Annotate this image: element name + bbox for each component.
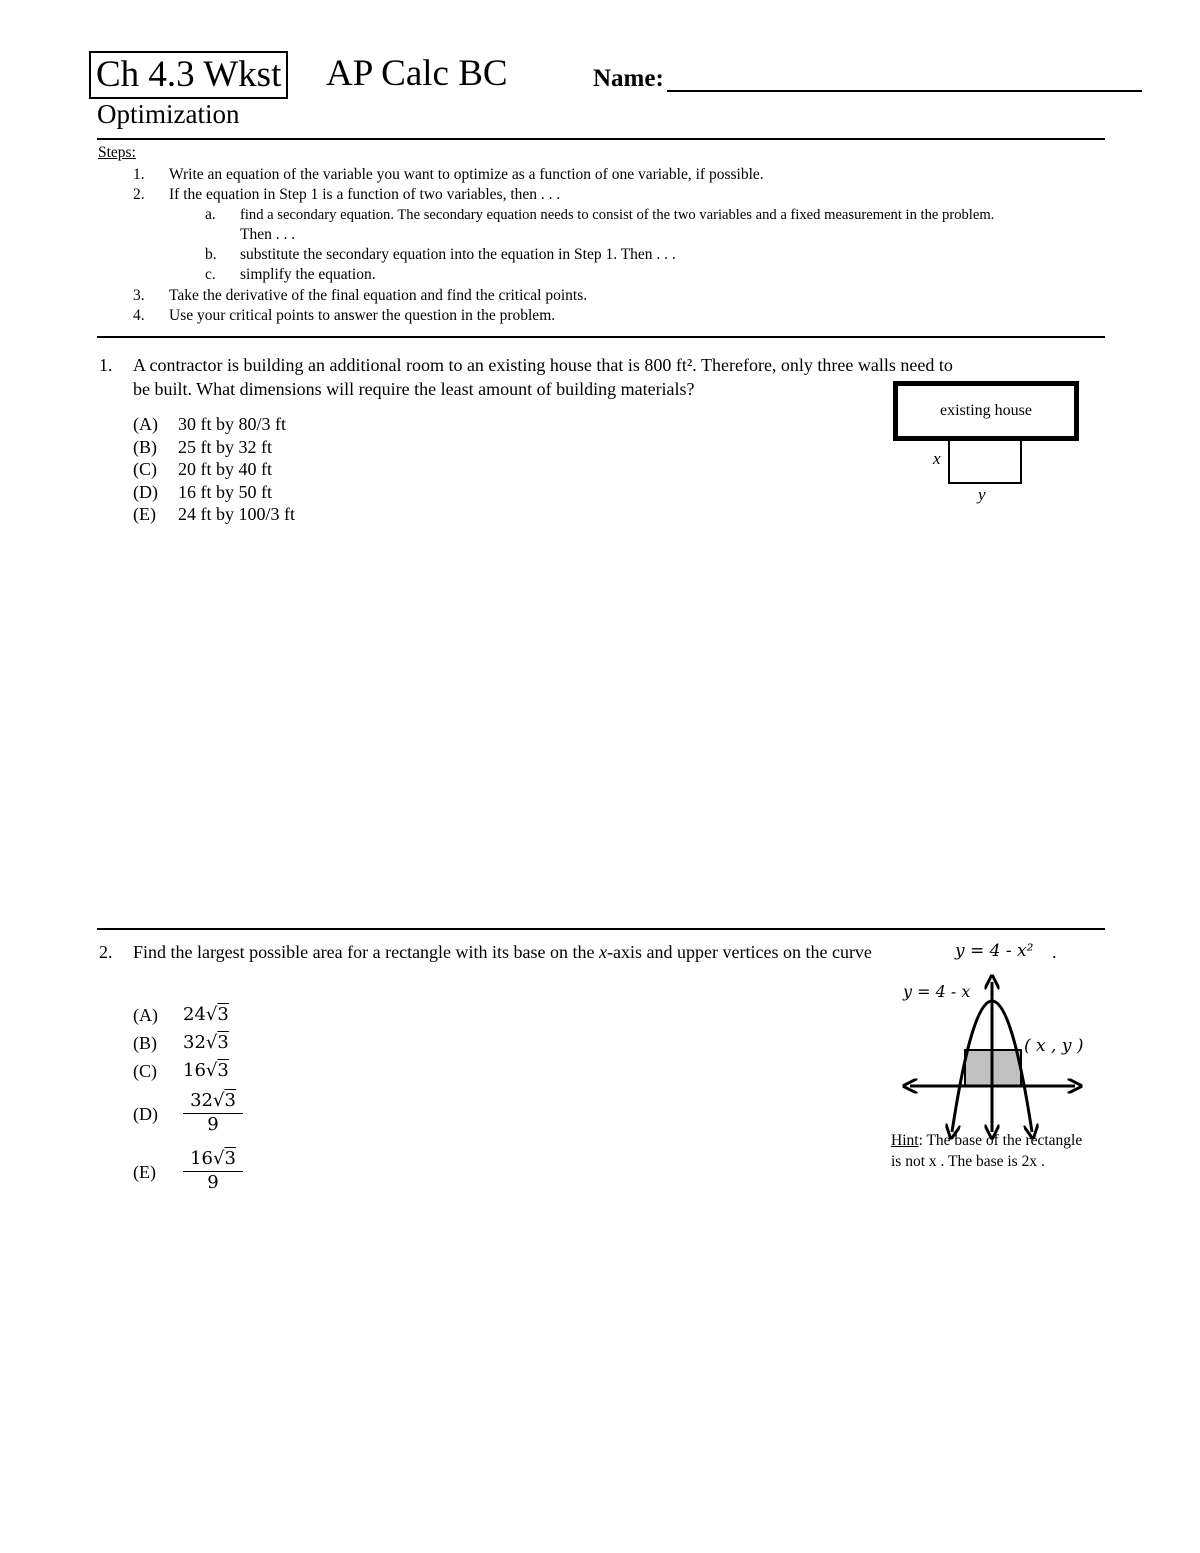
choice-letter: (A) [133, 414, 158, 434]
step-number: 2. [133, 186, 145, 203]
page-subtitle: Optimization [97, 99, 240, 129]
curve-label: y = 4 - x [903, 982, 971, 1001]
coefficient: 32 [190, 1090, 213, 1111]
step-text: Then . . . [240, 226, 296, 243]
divider [97, 336, 1105, 338]
fraction-choice [183, 1148, 243, 1193]
x-dimension-label: x [933, 449, 941, 468]
fraction-choice [183, 1090, 243, 1135]
choice-letter: (A) [133, 1005, 158, 1025]
question-text: be built. What dimensions will require the least amount of building materials? [133, 379, 695, 399]
course-title: AP Calc BC [326, 53, 508, 94]
coefficient: 16 [183, 1060, 206, 1081]
choice-value: 24√3 [183, 1004, 229, 1025]
choice-letter: (B) [133, 437, 157, 457]
choice-text: 16 ft by 50 ft [178, 482, 272, 502]
step-text: simplify the equation. [240, 266, 376, 283]
new-room-box [948, 436, 1022, 484]
choice-letter: (B) [133, 1033, 157, 1053]
denominator: 9 [207, 1172, 219, 1193]
name-field-line[interactable] [667, 90, 1142, 92]
question-text-part: -axis and upper vertices on the curve [607, 942, 872, 962]
question-text-part: Find the largest possible area for a rectangle with its base on the [133, 942, 600, 962]
choice-letter: (D) [133, 482, 158, 502]
worksheet-title: Ch 4.3 Wkst [89, 51, 288, 99]
choice-text: 25 ft by 32 ft [178, 437, 272, 457]
radicand: 3 [217, 1004, 229, 1025]
choice-text: 30 ft by 80/3 ft [178, 414, 286, 434]
choice-text: 20 ft by 40 ft [178, 459, 272, 479]
step-text: substitute the secondary equation into the equation in Step 1. Then . . . [240, 246, 676, 263]
hint-label: Hint [891, 1132, 919, 1149]
step-text: If the equation in Step 1 is a function of two variables, then . . . [169, 186, 561, 203]
step-text: find a secondary equation. The secondary equation needs to consist of the two variables and a fixed measurement in the problem. [240, 207, 995, 223]
choice-value: 32√3 [183, 1032, 229, 1053]
hint-line [891, 1130, 1082, 1151]
choice-letter: (E) [133, 504, 156, 524]
question-number: 2. [99, 942, 113, 962]
existing-house-label: existing house [940, 402, 1032, 419]
denominator: 9 [207, 1114, 219, 1135]
question-number: 1. [99, 355, 113, 375]
substep-letter: c. [205, 266, 216, 283]
question-text: A contractor is building an additional room to an existing house that is 800 ft². Therefore, only three walls need to [133, 355, 953, 375]
divider [97, 138, 1105, 140]
coefficient: 16 [190, 1148, 213, 1169]
step-number: 4. [133, 307, 145, 324]
step-number: 1. [133, 166, 145, 183]
radicand: 3 [224, 1148, 236, 1169]
numerator: 16√3 [183, 1148, 243, 1172]
choice-letter: (C) [133, 1061, 157, 1081]
point-label: ( x , y ) [1024, 1036, 1084, 1056]
name-label: Name: [593, 65, 664, 92]
choice-letter: (C) [133, 459, 157, 479]
choice-letter: (E) [133, 1162, 156, 1182]
curve-equation: y = 4 - x² [955, 941, 1034, 961]
existing-house-box [893, 381, 1079, 441]
choice-text: 24 ft by 100/3 ft [178, 504, 295, 524]
step-text: Take the derivative of the final equation and find the critical points. [169, 287, 588, 304]
step-text: Write an equation of the variable you want to optimize as a function of one variable, if possible. [169, 166, 764, 183]
hint-text: : The base of the rectangle [918, 1132, 1083, 1149]
divider [97, 928, 1105, 930]
axis-variable: x [599, 942, 608, 962]
coefficient: 24 [183, 1004, 206, 1025]
substep-letter: a. [205, 206, 216, 223]
radicand: 3 [224, 1090, 236, 1111]
substep-letter: b. [205, 246, 217, 263]
numerator: 32√3 [183, 1090, 243, 1114]
step-number: 3. [133, 287, 145, 304]
period: . [1052, 942, 1057, 962]
radicand: 3 [217, 1060, 229, 1081]
steps-label: Steps: [98, 144, 136, 161]
y-dimension-label: y [978, 485, 986, 504]
coefficient: 32 [183, 1032, 206, 1053]
radicand: 3 [217, 1032, 229, 1053]
choice-letter: (D) [133, 1104, 158, 1124]
question-text [133, 941, 872, 964]
step-text: Use your critical points to answer the question in the problem. [169, 307, 556, 324]
choice-value: 16√3 [183, 1060, 229, 1081]
hint-text: is not x . The base is 2x . [891, 1153, 1045, 1170]
